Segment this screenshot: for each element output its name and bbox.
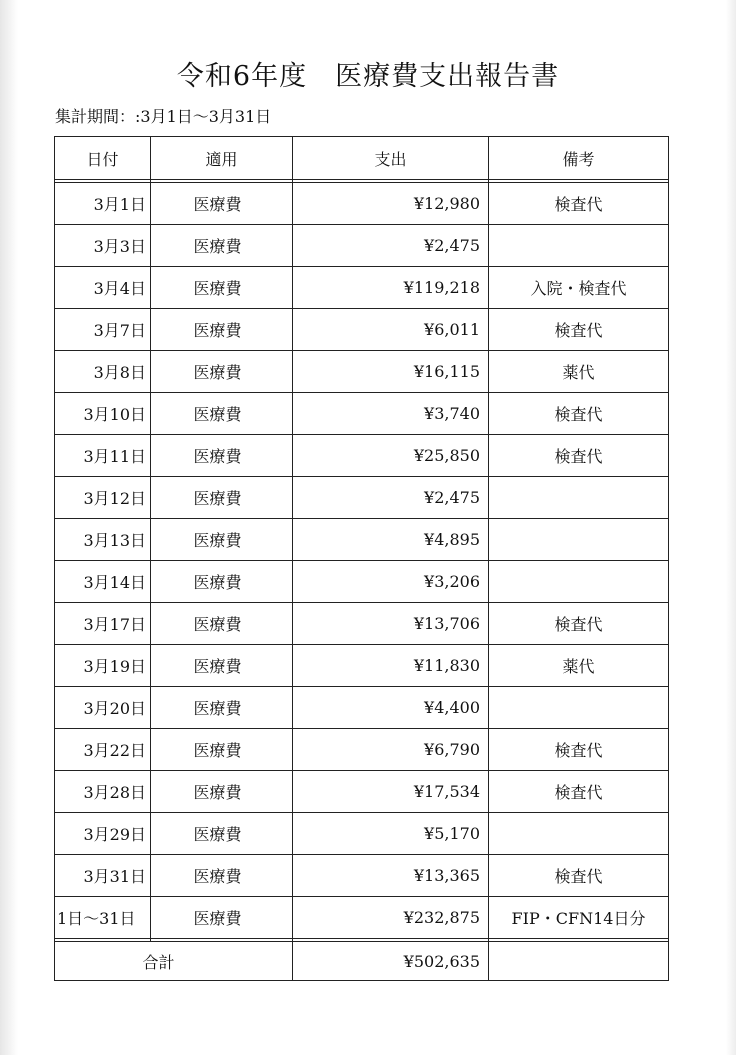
header-date: 日付 [55,137,151,180]
amount-cell: ¥2,475 [293,477,489,519]
tekiyo-cell: 医療費 [151,855,293,897]
table-row [55,729,669,771]
note-cell: 検査代 [489,855,669,897]
total-amount: ¥502,635 [293,942,489,981]
date-cell: 1日〜31日 [55,897,151,939]
page-edge-shadow-right [726,0,736,1055]
amount-cell: ¥17,534 [293,771,489,813]
date-cell: 3月19日 [55,645,151,687]
date-cell: 3月29日 [55,813,151,855]
date-cell: 3月13日 [55,519,151,561]
table-row [55,393,669,435]
aggregation-period: 集計期間：:3月1日〜3月31日 [55,107,272,126]
tekiyo-cell: 医療費 [151,477,293,519]
amount-cell: ¥119,218 [293,267,489,309]
amount-cell: ¥25,850 [293,435,489,477]
table-row [55,645,669,687]
amount-cell: ¥6,011 [293,309,489,351]
tekiyo-cell: 医療費 [151,225,293,267]
note-cell: 薬代 [489,351,669,393]
date-cell: 3月22日 [55,729,151,771]
tekiyo-cell: 医療費 [151,561,293,603]
note-cell: 薬代 [489,645,669,687]
note-cell: 検査代 [489,309,669,351]
table-row [55,687,669,729]
amount-cell: ¥4,895 [293,519,489,561]
note-cell: 入院・検査代 [489,267,669,309]
table-row [55,477,669,519]
note-cell: 検査代 [489,603,669,645]
date-cell: 3月3日 [55,225,151,267]
expense-table [54,136,669,981]
table-header-row [55,137,669,180]
note-cell [489,477,669,519]
date-cell: 3月28日 [55,771,151,813]
note-cell: 検査代 [489,183,669,225]
note-cell [489,813,669,855]
table-row [55,771,669,813]
tekiyo-cell: 医療費 [151,519,293,561]
note-cell: 検査代 [489,393,669,435]
table-row [55,267,669,309]
table-row [55,519,669,561]
date-cell: 3月14日 [55,561,151,603]
tekiyo-cell: 医療費 [151,645,293,687]
amount-cell: ¥13,706 [293,603,489,645]
date-cell: 3月31日 [55,855,151,897]
document-title: 令和6年度 医療費支出報告書 [176,61,560,92]
table-row [55,435,669,477]
amount-cell: ¥2,475 [293,225,489,267]
note-cell: FIP・CFN14日分 [489,897,669,939]
page-edge-shadow [0,0,18,1055]
note-cell: 検査代 [489,729,669,771]
total-row [55,942,669,981]
amount-cell: ¥12,980 [293,183,489,225]
amount-cell: ¥4,400 [293,687,489,729]
amount-cell: ¥6,790 [293,729,489,771]
note-cell [489,687,669,729]
note-cell [489,225,669,267]
table-row [55,897,669,939]
table-row [55,603,669,645]
tekiyo-cell: 医療費 [151,729,293,771]
amount-cell: ¥3,740 [293,393,489,435]
amount-cell: ¥13,365 [293,855,489,897]
header-amount: 支出 [293,137,489,180]
total-note [489,942,669,981]
tekiyo-cell: 医療費 [151,435,293,477]
header-note: 備考 [489,137,669,180]
total-label: 合計 [55,942,293,981]
table-row [55,225,669,267]
note-cell [489,561,669,603]
table-row [55,351,669,393]
table-row [55,183,669,225]
amount-cell: ¥16,115 [293,351,489,393]
date-cell: 3月8日 [55,351,151,393]
note-cell: 検査代 [489,771,669,813]
tekiyo-cell: 医療費 [151,603,293,645]
date-cell: 3月7日 [55,309,151,351]
tekiyo-cell: 医療費 [151,393,293,435]
date-cell: 3月17日 [55,603,151,645]
date-cell: 3月1日 [55,183,151,225]
tekiyo-cell: 医療費 [151,771,293,813]
table-row [55,813,669,855]
amount-cell: ¥3,206 [293,561,489,603]
tekiyo-cell: 医療費 [151,309,293,351]
table-row [55,855,669,897]
amount-cell: ¥11,830 [293,645,489,687]
table-row [55,309,669,351]
tekiyo-cell: 医療費 [151,813,293,855]
note-cell [489,519,669,561]
header-tekiyo: 適用 [151,137,293,180]
date-cell: 3月12日 [55,477,151,519]
tekiyo-cell: 医療費 [151,351,293,393]
table-row [55,561,669,603]
tekiyo-cell: 医療費 [151,897,293,939]
tekiyo-cell: 医療費 [151,267,293,309]
date-cell: 3月11日 [55,435,151,477]
tekiyo-cell: 医療費 [151,687,293,729]
date-cell: 3月10日 [55,393,151,435]
date-cell: 3月20日 [55,687,151,729]
tekiyo-cell: 医療費 [151,183,293,225]
amount-cell: ¥5,170 [293,813,489,855]
date-cell: 3月4日 [55,267,151,309]
note-cell: 検査代 [489,435,669,477]
amount-cell: ¥232,875 [293,897,489,939]
